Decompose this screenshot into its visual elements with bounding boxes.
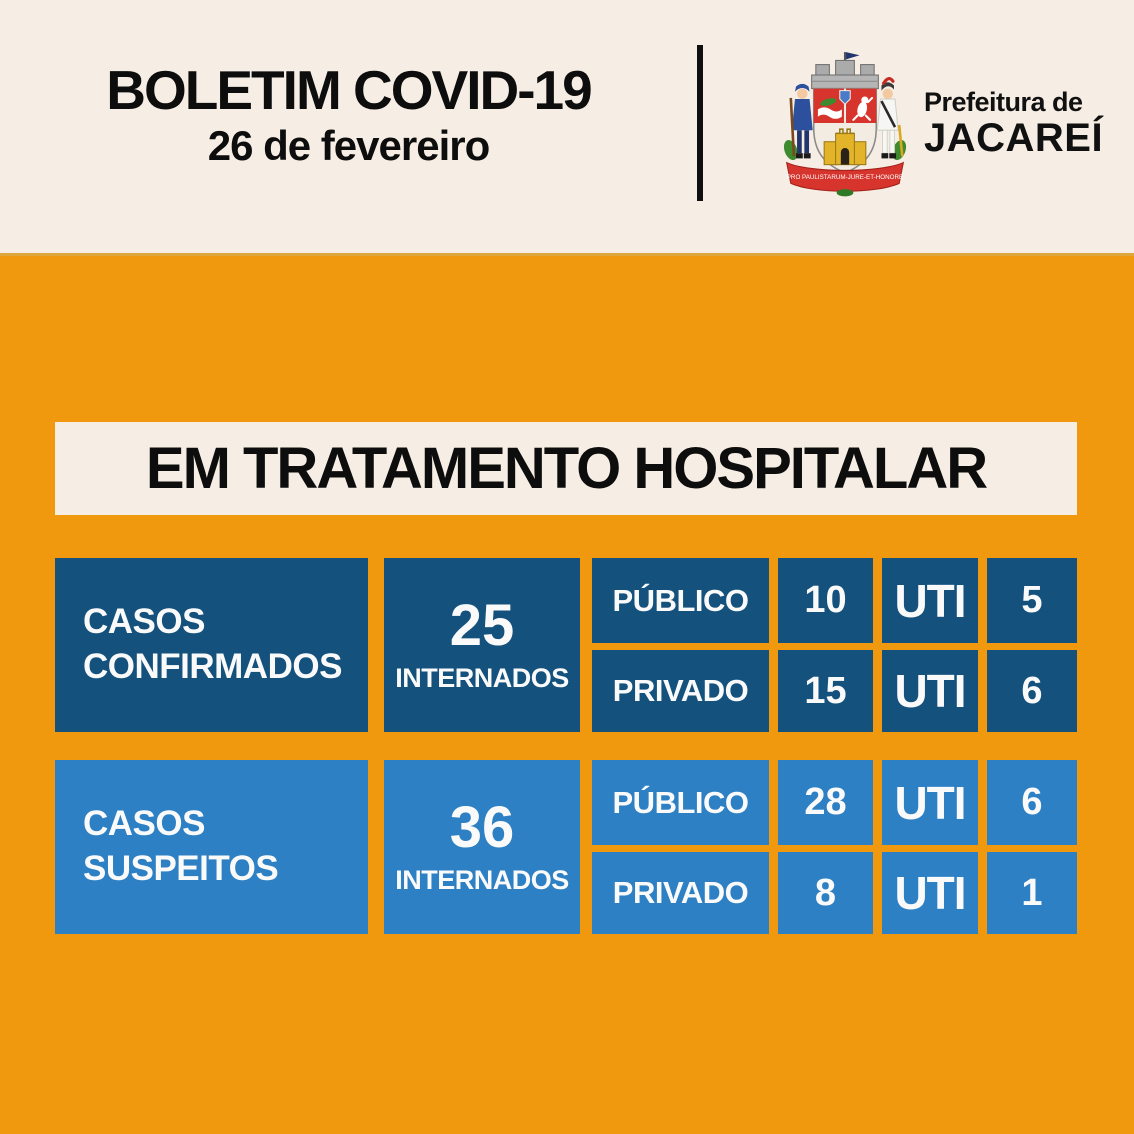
jacarei-coat-of-arms-icon [776,50,914,198]
row-casos-suspeitos [55,760,1077,934]
coat-of-arms-motto: PRO PAULISTARUM-JURE-ET-HONORE [786,174,904,182]
privado-count: 8 [778,852,873,934]
prefeitura-logo [776,50,1103,198]
header-divider [697,45,703,201]
case-type-label [55,760,368,934]
uti-count: 6 [987,650,1077,732]
internados-label: INTERNADOS [395,662,569,693]
sector-privado: PRIVADO [592,852,769,934]
sector-privado: PRIVADO [592,650,769,732]
uti-count: 6 [987,760,1077,845]
case-type-label [55,558,368,732]
title-block [0,59,697,170]
uti-label: UTI [882,760,978,845]
sector-publico: PÚBLICO [592,558,769,643]
section-banner [55,422,1077,515]
org-text [924,87,1103,161]
internados-label: INTERNADOS [395,864,569,895]
bulletin-title: BOLETIM COVID-19 [106,59,591,121]
header-edge-line [0,253,1134,256]
row-casos-confirmados [55,558,1077,732]
internados-total [384,760,580,934]
publico-count: 10 [778,558,873,643]
org-name: JACAREÍ [924,116,1104,160]
publico-count: 28 [778,760,873,845]
uti-count: 5 [987,558,1077,643]
case-type-line1: CASOS [83,804,205,844]
case-type-line2: CONFIRMADOS [83,647,342,686]
section-title: EM TRATAMENTO HOSPITALAR [145,436,987,501]
org-prefix: Prefeitura de [924,87,1083,117]
header [0,0,1134,253]
uti-count: 1 [987,852,1077,934]
uti-label: UTI [882,650,978,732]
case-type-line1: CASOS [83,602,205,642]
sector-publico: PÚBLICO [592,760,769,845]
internados-value: 36 [449,794,515,860]
bulletin-date: 26 de fevereiro [207,121,490,169]
privado-count: 15 [778,650,873,732]
internados-value: 25 [449,592,515,658]
case-type-line2: SUSPEITOS [83,849,279,888]
uti-label: UTI [882,852,978,934]
internados-total [384,558,580,732]
uti-label: UTI [882,558,978,643]
